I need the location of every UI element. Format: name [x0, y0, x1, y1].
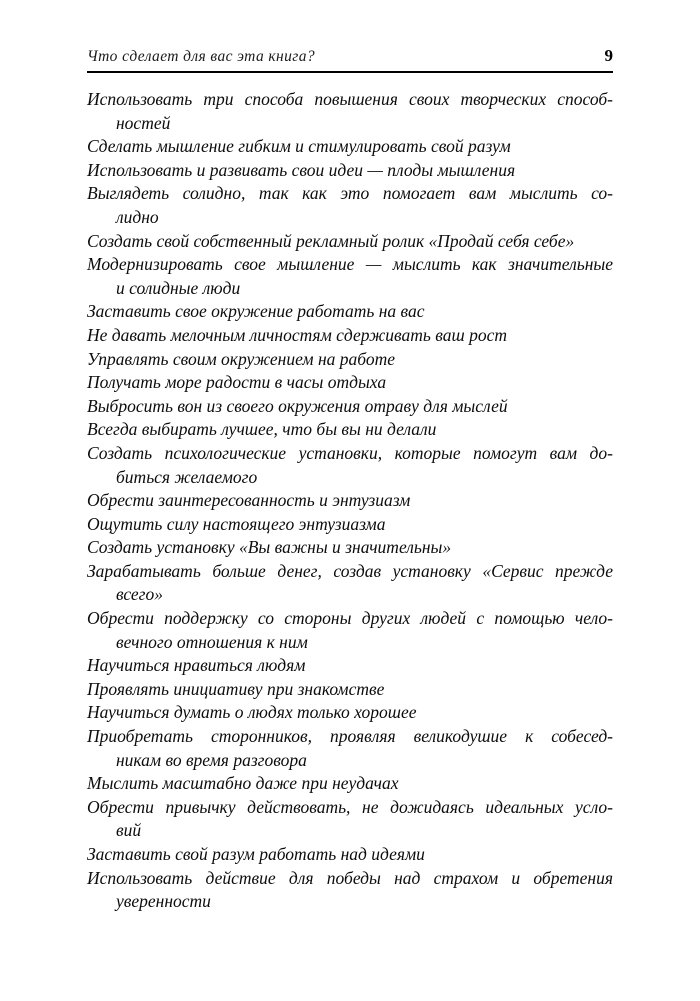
toc-line: вечного отношения к ним — [116, 631, 308, 652]
toc-line: Использовать три способа повышения своих творческих способ- — [87, 89, 613, 109]
toc-item — [87, 843, 613, 867]
toc-line: никам во время разговора — [116, 749, 307, 770]
toc-item — [87, 489, 613, 513]
toc-item — [87, 348, 613, 372]
toc-line: Выглядеть солидно, так как это помогает вам мыслить со- — [87, 183, 613, 204]
page-header — [87, 46, 613, 66]
toc-line: Использовать действие для победы над страхом и обретения — [87, 867, 613, 888]
toc-line: лидно — [116, 206, 159, 227]
toc-line: Обрести привычку действовать, не дожидаясь идеальных усло- — [87, 796, 613, 817]
toc-line: Заставить свой разум работать над идеями — [87, 844, 425, 864]
toc-line: Управлять своим окружением на работе — [87, 348, 395, 369]
toc-line: Научиться думать о людях только хорошее — [87, 702, 417, 723]
toc-item — [87, 159, 613, 183]
toc-item — [87, 796, 613, 843]
toc-line: Не давать мелочным личностям сдерживать ваш рост — [87, 324, 507, 345]
toc-line: Проявлять инициативу при знакомстве — [87, 678, 385, 699]
toc-line: Сделать мышление гибким и стимулировать свой разум — [87, 136, 511, 157]
toc-line: Обрести заинтересованность и энтузиазм — [87, 490, 411, 511]
toc-line: ностей — [116, 112, 171, 133]
toc-item — [87, 654, 613, 678]
toc-line: вий — [116, 820, 142, 841]
toc-line: Создать установку «Вы важны и значительны» — [87, 537, 452, 558]
toc-item — [87, 560, 613, 607]
toc-line: Создать психологические установки, которые помогут вам до- — [87, 442, 613, 463]
toc-item — [87, 701, 613, 725]
toc-item — [87, 253, 613, 300]
toc-item — [87, 88, 613, 135]
toc-item — [87, 678, 613, 702]
toc-line: Использовать и развивать свои идеи — плоды мышления — [87, 159, 516, 180]
toc-item — [87, 772, 613, 796]
toc-line: Получать море радости в часы отдыха — [87, 372, 387, 393]
toc-item — [87, 536, 613, 560]
page-number: 9 — [604, 46, 613, 65]
toc-item — [87, 442, 613, 489]
toc-line: Модернизировать свое мышление — мыслить как значительные — [87, 254, 613, 275]
toc-item — [87, 513, 613, 537]
toc-item — [87, 607, 613, 654]
toc-line: Всегда выбирать лучшее, что бы вы ни делали — [87, 419, 437, 440]
toc-line: биться желаемого — [116, 466, 258, 487]
running-title: Что сделает для вас эта книга? — [87, 48, 316, 65]
toc-line: Обрести поддержку со стороны других людей с помощью чело- — [87, 608, 613, 629]
toc-list — [87, 88, 613, 914]
toc-line: Научиться нравиться людям — [87, 655, 306, 676]
toc-item — [87, 418, 613, 442]
toc-item — [87, 182, 613, 229]
toc-line: Зарабатывать больше денег, создав установку «Сервис прежде — [87, 560, 613, 581]
toc-line: Создать свой собственный рекламный ролик «Продай себя себе» — [87, 230, 575, 251]
toc-item — [87, 135, 613, 159]
toc-item — [87, 725, 613, 772]
toc-item — [87, 300, 613, 324]
toc-line: уверенности — [116, 891, 211, 912]
toc-line: Выбросить вон из своего окружения отраву для мыслей — [87, 395, 508, 416]
toc-item — [87, 395, 613, 419]
toc-line: Мыслить масштабно даже при неудачах — [87, 773, 399, 794]
toc-item — [87, 867, 613, 914]
toc-line: Заставить свое окружение работать на вас — [87, 301, 425, 322]
toc-line: Ощутить силу настоящего энтузиазма — [87, 513, 386, 534]
toc-item — [87, 371, 613, 395]
toc-line: всего» — [116, 584, 163, 605]
toc-line: и солидные люди — [116, 277, 241, 298]
toc-item — [87, 324, 613, 348]
toc-item — [87, 230, 613, 254]
toc-line: Приобретать сторонников, проявляя великодушие к собесед- — [87, 726, 613, 747]
header-rule — [87, 71, 613, 73]
